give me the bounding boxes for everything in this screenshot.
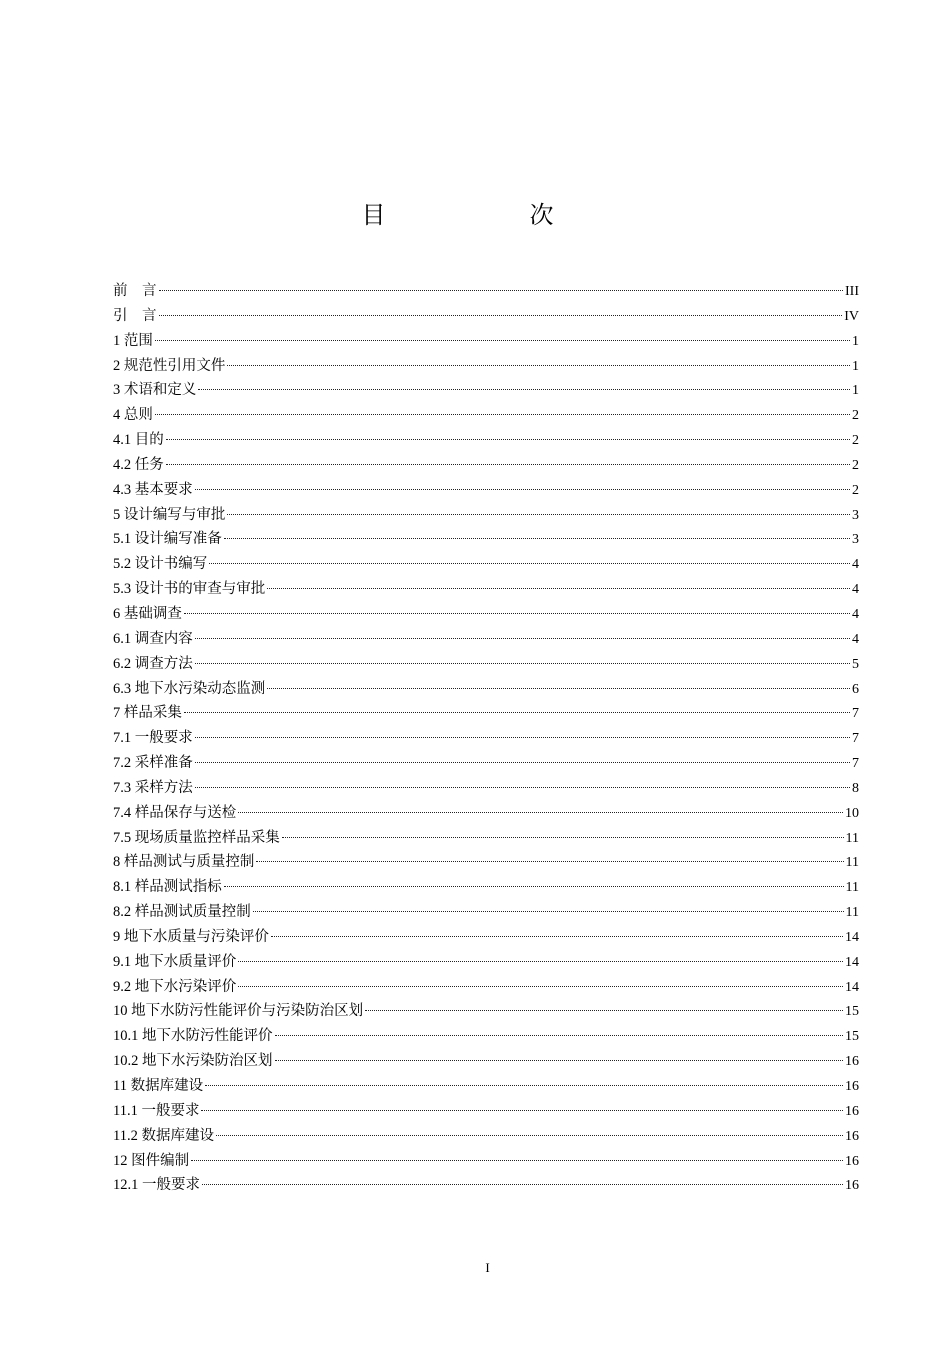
toc-entry-label: 9.1 地下水质量评价 [113, 953, 237, 970]
toc-dot-leader [195, 737, 850, 738]
toc-dot-leader [205, 1085, 843, 1086]
toc-entry-label: 4.2 任务 [113, 456, 164, 473]
toc-entry[interactable] [113, 900, 859, 925]
toc-entry-label: 引 言 [113, 307, 157, 324]
toc-entry-page: 16 [845, 1128, 859, 1144]
toc-dot-leader [195, 489, 850, 490]
toc-entry-page: 2 [852, 457, 859, 473]
toc-entry[interactable] [113, 776, 859, 801]
toc-entry[interactable] [113, 403, 859, 428]
toc-entry-label: 7.1 一般要求 [113, 730, 193, 747]
toc-entry-page: 8 [852, 780, 859, 796]
toc-entry-label: 11.2 数据库建设 [113, 1127, 214, 1144]
toc-entry-page: 7 [852, 756, 859, 772]
toc-entry-page: 11 [845, 880, 859, 896]
toc-entry-label: 4.1 目的 [113, 432, 164, 449]
toc-entry-page: 4 [852, 606, 859, 622]
toc-entry-page: 16 [845, 1178, 859, 1194]
toc-entry[interactable] [113, 354, 859, 379]
toc-entry-page: 1 [852, 383, 859, 399]
table-of-contents [113, 279, 859, 1198]
toc-entry-label: 3 术语和定义 [113, 382, 197, 399]
toc-entry-label: 6.2 调查方法 [113, 655, 193, 672]
toc-dot-leader [227, 514, 850, 515]
toc-dot-leader [184, 613, 850, 614]
toc-entry[interactable] [113, 826, 859, 851]
toc-entry-page: 5 [852, 656, 859, 672]
toc-dot-leader [224, 886, 844, 887]
toc-dot-leader [166, 439, 850, 440]
toc-entry-label: 2 规范性引用文件 [113, 357, 226, 374]
toc-entry-page: 4 [852, 582, 859, 598]
toc-entry-page: 1 [852, 358, 859, 374]
toc-entry-label: 4 总则 [113, 407, 153, 424]
toc-entry-page: 3 [852, 507, 859, 523]
toc-entry[interactable] [113, 1124, 859, 1149]
toc-entry[interactable] [113, 677, 859, 702]
toc-entry-page: 3 [852, 532, 859, 548]
toc-dot-leader [155, 414, 850, 415]
toc-entry-page: 4 [852, 557, 859, 573]
toc-entry[interactable] [113, 527, 859, 552]
toc-entry[interactable] [113, 428, 859, 453]
toc-dot-leader [159, 290, 844, 291]
toc-entry-label: 7.4 样品保存与送检 [113, 804, 237, 821]
toc-entry-page: 2 [852, 433, 859, 449]
toc-entry-page: 15 [845, 1029, 859, 1045]
toc-entry-page: 10 [845, 805, 859, 821]
toc-entry-page: 11 [845, 830, 859, 846]
toc-entry-label: 6 基础调查 [113, 605, 182, 622]
toc-dot-leader [202, 1184, 843, 1185]
toc-entry[interactable] [113, 801, 859, 826]
toc-dot-leader [195, 638, 850, 639]
toc-entry[interactable] [113, 751, 859, 776]
toc-dot-leader [195, 787, 850, 788]
toc-dot-leader [159, 315, 843, 316]
toc-entry[interactable] [113, 1074, 859, 1099]
toc-entry[interactable] [113, 329, 859, 354]
toc-dot-leader [198, 389, 850, 390]
toc-entry-label: 10.1 地下水防污性能评价 [113, 1028, 273, 1045]
toc-entry-label: 8 样品测试与质量控制 [113, 854, 255, 871]
toc-entry[interactable] [113, 1099, 859, 1124]
toc-entry[interactable] [113, 1173, 859, 1198]
toc-entry-label: 前 言 [113, 283, 157, 299]
toc-entry-page: 16 [845, 1103, 859, 1119]
toc-dot-leader [209, 563, 850, 564]
toc-entry-label: 6.1 调查内容 [113, 630, 193, 647]
toc-dot-leader [216, 1135, 843, 1136]
toc-entry-label: 1 范围 [113, 332, 153, 349]
toc-entry[interactable] [113, 850, 859, 875]
toc-entry[interactable] [113, 279, 859, 304]
toc-entry-label: 7 样品采集 [113, 705, 182, 722]
toc-dot-leader [256, 861, 843, 862]
toc-dot-leader [238, 986, 843, 987]
page-number: I [485, 1260, 490, 1275]
toc-entry-page: 16 [845, 1153, 859, 1169]
toc-entry-label: 7.5 现场质量监控样品采集 [113, 829, 280, 846]
toc-entry-label: 5.2 设计书编写 [113, 556, 208, 573]
toc-entry[interactable] [113, 925, 859, 950]
toc-entry-label: 6.3 地下水污染动态监测 [113, 680, 266, 697]
toc-dot-leader [227, 365, 850, 366]
toc-title: 目 次 [361, 201, 614, 229]
toc-entry[interactable] [113, 602, 859, 627]
toc-entry-label: 9.2 地下水污染评价 [113, 978, 237, 995]
toc-entry[interactable] [113, 652, 859, 677]
toc-dot-leader [201, 1110, 843, 1111]
toc-dot-leader [271, 936, 843, 937]
toc-entry-page: IV [844, 308, 859, 324]
toc-entry-page: 15 [845, 1004, 859, 1020]
toc-entry[interactable] [113, 552, 859, 577]
toc-dot-leader [224, 538, 850, 539]
toc-entry-page: 16 [845, 1079, 859, 1094]
toc-entry-label: 12.1 一般要求 [113, 1177, 200, 1194]
toc-entry-page: 2 [852, 482, 859, 498]
toc-dot-leader [365, 1010, 843, 1011]
toc-entry-page: 16 [845, 1054, 859, 1070]
toc-entry-label: 7.2 采样准备 [113, 755, 193, 772]
toc-entry-label: 5.3 设计书的审查与审批 [113, 581, 266, 598]
toc-entry[interactable] [113, 304, 859, 329]
toc-dot-leader [184, 712, 850, 713]
toc-entry-page: 7 [852, 731, 859, 747]
toc-entry[interactable] [113, 378, 859, 403]
toc-entry-page: III [845, 284, 859, 299]
toc-dot-leader [275, 1035, 844, 1036]
toc-entry-label: 10 地下水防污性能评价与污染防治区划 [113, 1003, 364, 1020]
toc-entry-label: 11 数据库建设 [113, 1078, 204, 1094]
toc-entry[interactable] [113, 1024, 859, 1049]
toc-entry-page: 14 [845, 979, 859, 995]
toc-dot-leader [191, 1160, 843, 1161]
toc-dot-leader [195, 663, 850, 664]
toc-entry[interactable] [113, 701, 859, 726]
toc-dot-leader [267, 588, 850, 589]
toc-entry-page: 14 [845, 929, 859, 945]
toc-dot-leader [238, 812, 843, 813]
toc-entry-label: 10.2 地下水污染防治区划 [113, 1053, 273, 1070]
toc-dot-leader [275, 1060, 844, 1061]
toc-entry[interactable] [113, 577, 859, 602]
toc-dot-leader [155, 340, 850, 341]
toc-entry-label: 8.1 样品测试指标 [113, 879, 222, 896]
toc-entry-page: 11 [845, 855, 859, 871]
toc-entry[interactable] [113, 503, 859, 528]
toc-entry-label: 8.2 样品测试质量控制 [113, 904, 251, 921]
toc-entry-label: 4.3 基本要求 [113, 481, 193, 498]
toc-entry[interactable] [113, 1049, 859, 1074]
toc-entry-page: 1 [852, 333, 859, 349]
toc-entry[interactable] [113, 999, 859, 1024]
toc-dot-leader [282, 837, 844, 838]
toc-entry-page: 6 [852, 681, 859, 697]
toc-entry-page: 2 [852, 408, 859, 424]
toc-dot-leader [267, 688, 850, 689]
toc-dot-leader [166, 464, 850, 465]
toc-entry-page: 14 [845, 954, 859, 970]
toc-dot-leader [195, 762, 850, 763]
toc-entry-label: 12 图件编制 [113, 1152, 190, 1169]
toc-dot-leader [253, 911, 844, 912]
toc-entry[interactable] [113, 1149, 859, 1174]
toc-entry-page: 11 [845, 905, 859, 921]
toc-entry-page: 7 [852, 706, 859, 722]
toc-entry[interactable] [113, 975, 859, 1000]
toc-dot-leader [238, 961, 843, 962]
toc-entry[interactable] [113, 726, 859, 751]
toc-entry-label: 7.3 采样方法 [113, 779, 193, 796]
toc-entry[interactable] [113, 950, 859, 975]
toc-entry[interactable] [113, 453, 859, 478]
toc-entry-label: 5 设计编写与审批 [113, 506, 226, 523]
toc-entry-label: 5.1 设计编写准备 [113, 531, 222, 548]
toc-entry-label: 9 地下水质量与污染评价 [113, 928, 269, 945]
toc-entry[interactable] [113, 478, 859, 503]
toc-entry-label: 11.1 一般要求 [113, 1102, 200, 1119]
toc-entry[interactable] [113, 627, 859, 652]
toc-entry[interactable] [113, 875, 859, 900]
toc-entry-page: 4 [852, 631, 859, 647]
